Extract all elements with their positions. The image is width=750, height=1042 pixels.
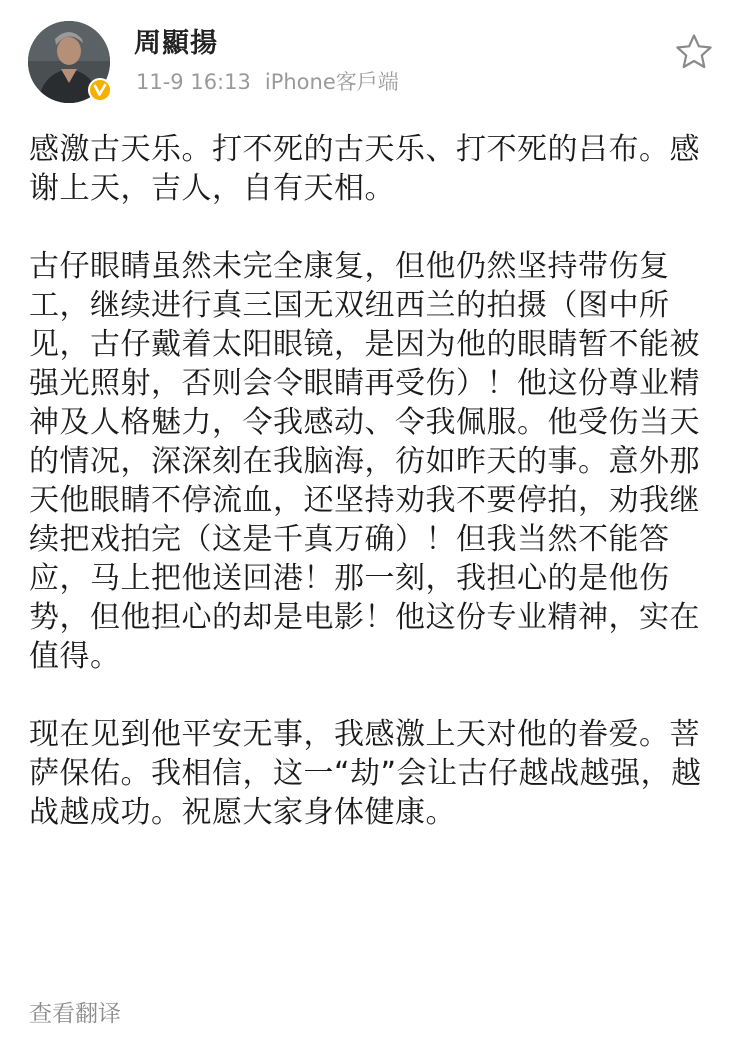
verified-v-icon xyxy=(88,78,112,102)
post-paragraph: 现在见到他平安无事，我感激上天对他的眷爱。菩萨保佑。我相信，这一“劫”会让古仔越战越强，越战越成功。祝愿大家身体健康。 xyxy=(29,717,702,830)
post-body xyxy=(29,130,717,832)
author-name[interactable]: 周顯揚 xyxy=(134,28,218,59)
post-source: iPhone客戶端 xyxy=(264,70,399,94)
star-outline-icon xyxy=(674,32,714,72)
view-translation-link[interactable]: 查看翻译 xyxy=(29,1001,121,1027)
post-timestamp: 11-9 16:13 xyxy=(136,70,251,94)
post-paragraph: 古仔眼睛虽然未完全康复，但他仍然坚持带伤复工，继续进行真三国无双纽西兰的拍摄（图中所见，古仔戴着太阳眼镜，是因为他的眼睛暂不能被强光照射，否则会令眼睛再受伤）！他这份尊业精神及人格魅力，令我感动、令我佩服。他受伤当天的情况，深深刻在我脑海，彷如昨天的事。意外那天他眼睛不停流血，还坚持劝我不要停拍，劝我继续把戏拍完（这是千真万确）！但我当然不能答应，马上把他送回港！那一刻，我担心的是他伤势，但他担心的却是电影！他这份专业精神，实在值得。 xyxy=(29,249,700,674)
post-paragraph: 感激古天乐。打不死的古天乐、打不死的吕布。感谢上天，吉人，自有天相。 xyxy=(29,132,700,206)
favorite-button[interactable] xyxy=(674,32,714,72)
post-meta xyxy=(136,67,399,97)
post-header xyxy=(0,0,750,118)
